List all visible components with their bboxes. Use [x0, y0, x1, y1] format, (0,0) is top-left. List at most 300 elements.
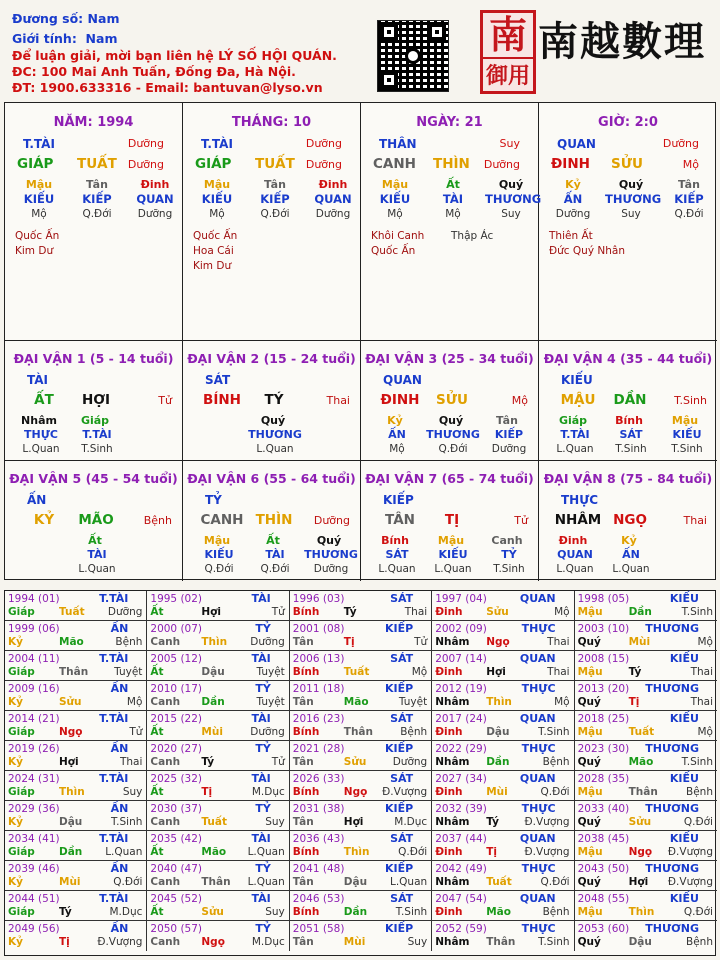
year-stem: Mậu [577, 726, 603, 738]
year-branch: Ngọ [201, 936, 225, 948]
year-star: QUAN [519, 712, 556, 725]
year-cell[interactable] [575, 741, 717, 771]
year-stage: Tử [271, 606, 285, 618]
year-star: T.TÀI [99, 832, 129, 845]
year-cell[interactable] [432, 831, 574, 861]
year-stem: Tân [292, 876, 314, 888]
hidden-star: KIẾU [23, 192, 55, 206]
shensha-note: Kim Dư [15, 245, 54, 257]
year-branch: Dần [59, 846, 83, 858]
year-star: TÀI [251, 592, 271, 605]
shensha-note: Quốc Ấn [193, 230, 238, 242]
year-cell[interactable] [290, 741, 432, 771]
cycle-hidden-star: SÁT [619, 428, 643, 441]
year-label: 1996 (03) [292, 593, 345, 605]
year-cell[interactable] [5, 681, 147, 711]
year-cell[interactable] [575, 921, 717, 951]
year-label: 2050 (57) [150, 923, 203, 935]
cycle-stem: MẬU [560, 392, 596, 408]
cycle-hidden-stage: T.Sinh [615, 443, 647, 455]
year-cell[interactable] [147, 861, 289, 891]
year-stem: Quý [577, 756, 601, 768]
year-stem: Quý [577, 816, 601, 828]
year-star: QUAN [519, 892, 556, 905]
year-stem: Mậu [577, 666, 603, 678]
year-stem: Quý [577, 936, 601, 948]
year-label: 2026 (33) [292, 773, 345, 785]
hidden-stem: Quý [498, 178, 524, 191]
cycle-stage: Tử [158, 394, 172, 407]
year-cell[interactable] [147, 801, 289, 831]
year-branch: Ngọ [59, 726, 83, 738]
year-label: 2036 (43) [292, 833, 345, 845]
luck-cycle-title: ĐẠI VẬN 1 (5 - 14 tuổi) [13, 351, 174, 366]
cycle-star: QUAN [383, 373, 422, 387]
hidden-stem: Mậu [25, 178, 53, 191]
shensha-note: Kim Dư [193, 260, 232, 272]
year-cell[interactable] [432, 891, 574, 921]
year-cell[interactable] [5, 801, 147, 831]
year-cell[interactable] [575, 711, 717, 741]
year-cell[interactable] [147, 651, 289, 681]
year-star: T.TÀI [99, 592, 129, 605]
year-label: 2020 (27) [150, 743, 203, 755]
year-label: 2014 (21) [8, 713, 60, 725]
year-stage: L.Quan [247, 876, 285, 888]
cycle-hidden-stage: Q.Đới [204, 563, 234, 575]
cycle-stage: Dưỡng [313, 514, 350, 527]
year-stage: Mộ [697, 726, 713, 738]
heavenly-stem: GIÁP [17, 156, 54, 172]
year-stage: Q.Đới [540, 876, 570, 888]
year-star: ẤN [110, 742, 129, 755]
year-branch: Mão [486, 906, 511, 918]
cycle-hidden-stage: Q.Đới [438, 443, 468, 455]
year-branch: Ngọ [343, 786, 368, 798]
year-cell[interactable] [5, 711, 147, 741]
year-cell[interactable] [575, 651, 717, 681]
year-cell[interactable] [432, 591, 574, 621]
cycle-hidden-star: TÀI [87, 548, 107, 561]
year-stem: Nhâm [435, 936, 470, 948]
year-cell[interactable] [432, 711, 574, 741]
cycle-hidden-star: T.TÀI [560, 428, 590, 441]
year-stage: Q.Đới [540, 786, 570, 798]
hidden-stage: Suy [501, 208, 521, 220]
year-stem: Đinh [435, 786, 463, 798]
year-stem: Quý [577, 696, 601, 708]
year-label: 2025 (32) [150, 773, 203, 785]
year-star: QUAN [519, 652, 556, 665]
cycle-hidden-star: KIẾU [204, 548, 234, 561]
year-label: 2039 (46) [8, 863, 60, 875]
hidden-star: KIẾP [82, 192, 112, 206]
year-cell[interactable] [147, 711, 289, 741]
year-stem: Mậu [577, 786, 603, 798]
branch-stage: Dưỡng [483, 158, 520, 171]
year-cell[interactable] [290, 591, 432, 621]
year-cell[interactable] [432, 681, 574, 711]
cycle-hidden-star: KIẾP [494, 428, 524, 441]
year-stem: Giáp [8, 666, 35, 678]
year-stem: Tân [292, 816, 314, 828]
year-cell[interactable] [5, 621, 147, 651]
year-cell[interactable] [147, 681, 289, 711]
year-label: 2031 (38) [292, 803, 345, 815]
shensha-note: Đức Quý Nhân [549, 245, 625, 257]
cycle-hidden-stem: Quý [316, 534, 342, 547]
year-label: 2049 (56) [8, 923, 60, 935]
year-branch: Dần [201, 696, 225, 708]
pillar-cell[interactable] [539, 103, 717, 341]
year-cell[interactable] [147, 891, 289, 921]
year-cell[interactable] [575, 591, 717, 621]
year-star: QUAN [519, 592, 556, 605]
year-stage: T.Sinh [681, 606, 713, 618]
contact-line-3: ĐT: 1900.633316 - Email: bantuvan@lyso.vn [12, 80, 323, 95]
year-star: T.TÀI [99, 712, 129, 725]
year-stage: Suy [407, 936, 428, 948]
year-stem: Canh [150, 936, 181, 948]
year-branch: Tuất [628, 726, 655, 738]
year-label: 2035 (42) [150, 833, 203, 845]
hidden-stem: Mậu [381, 178, 409, 191]
year-star: KIẾU [669, 712, 699, 725]
year-star: KIẾU [669, 772, 699, 785]
cycle-stem: ẤT [34, 392, 54, 408]
year-star: TỶ [255, 862, 271, 875]
year-branch: Sửu [201, 906, 224, 918]
year-star: KIẾP [384, 682, 414, 695]
year-branch: Tuất [486, 876, 512, 888]
year-cell[interactable] [147, 831, 289, 861]
year-cell[interactable] [147, 771, 289, 801]
year-stem: Kỷ [8, 936, 23, 948]
cycle-star: KIẾP [383, 493, 414, 507]
year-stage: Bệnh [115, 636, 143, 648]
hidden-stage: Q.Đới [260, 208, 290, 220]
luck-cycle-cell[interactable] [361, 341, 539, 461]
year-cell[interactable] [5, 771, 147, 801]
hidden-stem: Quý [618, 178, 644, 191]
year-stage: Bệnh [686, 786, 713, 798]
year-branch: Tuất [201, 816, 227, 828]
cycle-branch: MÃO [78, 512, 114, 528]
year-stage: T.Sinh [538, 726, 570, 738]
year-stem: Bính [292, 906, 320, 918]
hidden-star: THƯƠNG [605, 192, 662, 206]
year-stage: Tử [271, 756, 285, 768]
year-branch: Dần [343, 906, 368, 918]
year-cell[interactable] [432, 741, 574, 771]
shensha-note: Thập Ác [451, 230, 494, 242]
year-stem: Ất [150, 786, 164, 798]
luck-cycle-title: ĐẠI VẬN 3 (25 - 34 tuổi) [365, 351, 534, 366]
heavenly-stem: GIÁP [195, 156, 232, 172]
cycle-stage: Thai [683, 514, 707, 527]
hidden-star: ẤN [563, 192, 583, 206]
earthly-branch: TUẤT [77, 156, 117, 172]
year-cell[interactable] [575, 891, 717, 921]
year-cell[interactable] [290, 891, 432, 921]
cycle-stage: Thai [326, 394, 350, 407]
cycle-hidden-stage: L.Quan [78, 563, 116, 575]
year-cell[interactable] [575, 771, 717, 801]
year-cell[interactable] [290, 801, 432, 831]
year-star: KIẾU [669, 592, 699, 605]
pillar-cell[interactable] [183, 103, 361, 341]
cycle-hidden-stem: Quý [260, 414, 286, 427]
owner-line: Đương số: Nam [12, 11, 120, 26]
earthly-branch: THÌN [433, 156, 470, 172]
year-branch: Mão [628, 756, 654, 768]
cycle-hidden-stem: Kỷ [387, 414, 403, 427]
year-label: 2005 (12) [150, 653, 203, 665]
year-stage: Thai [547, 666, 570, 678]
year-stage: L.Quan [389, 876, 428, 888]
year-branch: Tị [59, 936, 70, 948]
year-label: 2038 (45) [577, 833, 630, 845]
year-stem: Bính [292, 666, 320, 678]
year-stem: Mậu [577, 906, 603, 918]
year-cell[interactable] [575, 621, 717, 651]
year-star: THỰC [521, 622, 556, 635]
year-branch: Sửu [628, 816, 652, 828]
year-cell[interactable] [5, 741, 147, 771]
luck-cycle-cell[interactable] [183, 461, 361, 581]
year-stem: Đinh [435, 906, 463, 918]
year-label: 2040 (47) [150, 863, 203, 875]
year-label: 2032 (39) [435, 803, 487, 815]
year-stage: L.Quan [247, 846, 285, 858]
year-cell[interactable] [5, 861, 147, 891]
year-stem: Đinh [435, 666, 463, 678]
hidden-stem: Tân [86, 178, 108, 191]
year-label: 2011 (18) [292, 683, 345, 695]
cycle-branch: DẦN [613, 392, 647, 408]
year-stage: Thai [119, 756, 143, 768]
year-label: 2000 (07) [150, 623, 203, 635]
hidden-stage: Q.Đới [82, 208, 112, 220]
year-star: KIẾP [384, 802, 414, 815]
year-stem: Ất [150, 846, 164, 858]
year-stem: Tân [292, 696, 314, 708]
hidden-stage: Mộ [209, 208, 225, 220]
year-cell[interactable] [432, 771, 574, 801]
year-stem: Đinh [435, 846, 463, 858]
pillar-cell[interactable] [5, 103, 183, 341]
pillar-star: T.TÀI [201, 137, 233, 151]
cycle-hidden-stage: Dưỡng [491, 443, 527, 455]
year-cell[interactable] [432, 801, 574, 831]
year-label: 1997 (04) [435, 593, 487, 605]
year-branch: Dậu [628, 936, 652, 948]
year-label: 2015 (22) [150, 713, 203, 725]
year-cell[interactable] [147, 621, 289, 651]
heavenly-stem: CANH [373, 156, 416, 172]
year-star: KIẾP [384, 622, 414, 635]
year-star: THỰC [521, 682, 556, 695]
year-cell[interactable] [575, 861, 717, 891]
year-cell[interactable] [432, 651, 574, 681]
year-stem: Tân [292, 756, 314, 768]
year-stage: T.Sinh [395, 906, 428, 918]
year-cell[interactable] [432, 621, 574, 651]
cycle-hidden-stage: T.Sinh [671, 443, 703, 455]
year-label: 1998 (05) [577, 593, 630, 605]
year-star: QUAN [519, 832, 556, 845]
year-stage: Tuyệt [256, 666, 285, 678]
cycle-hidden-star: QUAN [557, 548, 593, 561]
cycle-stage: T.Sinh [674, 394, 707, 407]
year-cell[interactable] [5, 591, 147, 621]
year-cell[interactable] [432, 921, 574, 951]
year-stem: Nhâm [435, 696, 470, 708]
hidden-star: QUAN [136, 192, 174, 206]
year-cell[interactable] [147, 921, 289, 951]
year-branch: Thìn [486, 696, 512, 708]
year-stem: Ất [150, 906, 164, 918]
luck-cycle-cell[interactable] [5, 461, 183, 581]
hidden-stage: Q.Đới [674, 208, 704, 220]
cycle-hidden-star: THƯƠNG [304, 548, 358, 561]
year-label: 2018 (25) [577, 713, 630, 725]
year-stage: Mộ [126, 696, 143, 708]
hidden-stage: Dưỡng [137, 208, 173, 220]
year-cell[interactable] [432, 861, 574, 891]
year-stage: M.Dục [394, 816, 428, 828]
year-cell[interactable] [5, 831, 147, 861]
year-label: 2016 (23) [292, 713, 345, 725]
cycle-stem: KỶ [33, 512, 55, 528]
year-branch: Dần [628, 606, 652, 618]
cycle-branch: NGỌ [613, 512, 647, 528]
year-branch: Hợi [343, 816, 364, 828]
luck-cycle-title: ĐẠI VẬN 6 (55 - 64 tuổi) [187, 471, 356, 486]
shensha-note: Hoa Cái [193, 245, 234, 257]
year-cell[interactable] [290, 651, 432, 681]
hidden-star: KIẾP [674, 192, 704, 206]
shensha-note: Thiên Ất [549, 230, 593, 242]
cycle-hidden-stem: Đinh [558, 534, 588, 547]
gender-line: Giới tính: Nam [12, 31, 118, 46]
year-cell[interactable] [5, 651, 147, 681]
year-stem: Canh [150, 816, 181, 828]
year-cell[interactable] [290, 681, 432, 711]
pillar-title: NGÀY: 21 [416, 115, 483, 130]
year-stem: Canh [150, 876, 181, 888]
year-star: ẤN [110, 682, 129, 695]
year-cell[interactable] [5, 891, 147, 921]
year-stage: Bệnh [686, 936, 713, 948]
year-stage: T.Sinh [538, 936, 570, 948]
pillar-star: T.TÀI [23, 137, 55, 151]
hidden-stem: Ất [446, 178, 460, 191]
year-star: KIẾU [669, 652, 699, 665]
pillar-cell[interactable] [361, 103, 542, 341]
year-stage: Bệnh [542, 756, 570, 768]
year-cell[interactable] [290, 831, 432, 861]
heavenly-stem: ĐINH [551, 156, 590, 172]
year-star: THƯƠNG [645, 742, 699, 755]
luck-cycle-cell[interactable] [539, 341, 717, 461]
year-cell[interactable] [147, 741, 289, 771]
year-stem: Bính [292, 846, 320, 858]
luck-cycle-cell[interactable] [183, 341, 361, 461]
chart-grid [4, 102, 716, 580]
luck-cycle-title: ĐẠI VẬN 8 (75 - 84 tuổi) [543, 471, 713, 486]
year-cell[interactable] [147, 591, 289, 621]
year-stage: L.Quan [105, 846, 143, 858]
pillar-star: THÂN [379, 137, 417, 151]
year-stage: Đ.Vượng [667, 846, 713, 858]
year-stage: T.Sinh [681, 756, 713, 768]
year-branch: Dần [486, 756, 510, 768]
luck-cycle-cell[interactable] [361, 461, 539, 581]
year-branch: Tuất [59, 606, 85, 618]
year-stage: Tử [414, 636, 428, 648]
year-stem: Bính [292, 726, 320, 738]
year-cell[interactable] [290, 921, 432, 951]
year-cell[interactable] [575, 831, 717, 861]
cycle-hidden-star: KIẾU [672, 428, 702, 441]
cycle-star: KIẾU [561, 373, 593, 387]
luck-cycle-cell[interactable] [539, 461, 717, 581]
year-stage: T.Sinh [110, 816, 143, 828]
contact-line-2: ĐC: 100 Mai Anh Tuấn, Đống Đa, Hà Nội. [12, 64, 296, 79]
year-label: 2045 (52) [150, 893, 203, 905]
qr-code-icon[interactable] [377, 20, 449, 92]
cycle-star: ẤN [27, 493, 47, 507]
year-stem: Ất [150, 666, 164, 678]
cycle-hidden-stem: Giáp [80, 414, 110, 427]
year-cell[interactable] [290, 771, 432, 801]
year-label: 2033 (40) [577, 803, 630, 815]
year-cell[interactable] [575, 681, 717, 711]
year-star: SÁT [390, 652, 414, 665]
year-star: TỶ [255, 802, 271, 815]
year-stage: Mộ [697, 636, 713, 648]
year-cell[interactable] [575, 801, 717, 831]
year-stem: Giáp [8, 726, 35, 738]
cycle-branch: HỢI [81, 392, 111, 408]
year-label: 1999 (06) [8, 623, 60, 635]
year-cell[interactable] [5, 921, 147, 951]
year-stem: Đinh [435, 726, 463, 738]
cycle-hidden-star: TÀI [265, 548, 285, 561]
year-stage: Đ.Vượng [382, 786, 428, 798]
year-stage: Dưỡng [392, 756, 428, 768]
cycle-hidden-stage: L.Quan [612, 563, 650, 575]
luck-cycle-cell[interactable] [5, 341, 183, 461]
cycle-hidden-stem: Nhâm [21, 414, 57, 427]
year-branch: Dậu [201, 666, 225, 678]
cycle-hidden-stem: Bính [381, 534, 409, 547]
cycle-star: TỶ [205, 493, 222, 507]
cycle-hidden-stage: T.Sinh [81, 443, 113, 455]
year-stem: Ất [150, 726, 164, 738]
year-cell[interactable] [290, 861, 432, 891]
year-stage: M.Dục [251, 786, 285, 798]
cycle-stage: Tử [514, 514, 528, 527]
hidden-star: KIẾP [260, 192, 290, 206]
year-branch: Hợi [628, 876, 649, 888]
year-cell[interactable] [290, 711, 432, 741]
year-stage: Tuyệt [256, 696, 285, 708]
year-cell[interactable] [290, 621, 432, 651]
year-branch: Tị [486, 846, 497, 858]
year-stage: Đ.Vượng [524, 846, 570, 858]
